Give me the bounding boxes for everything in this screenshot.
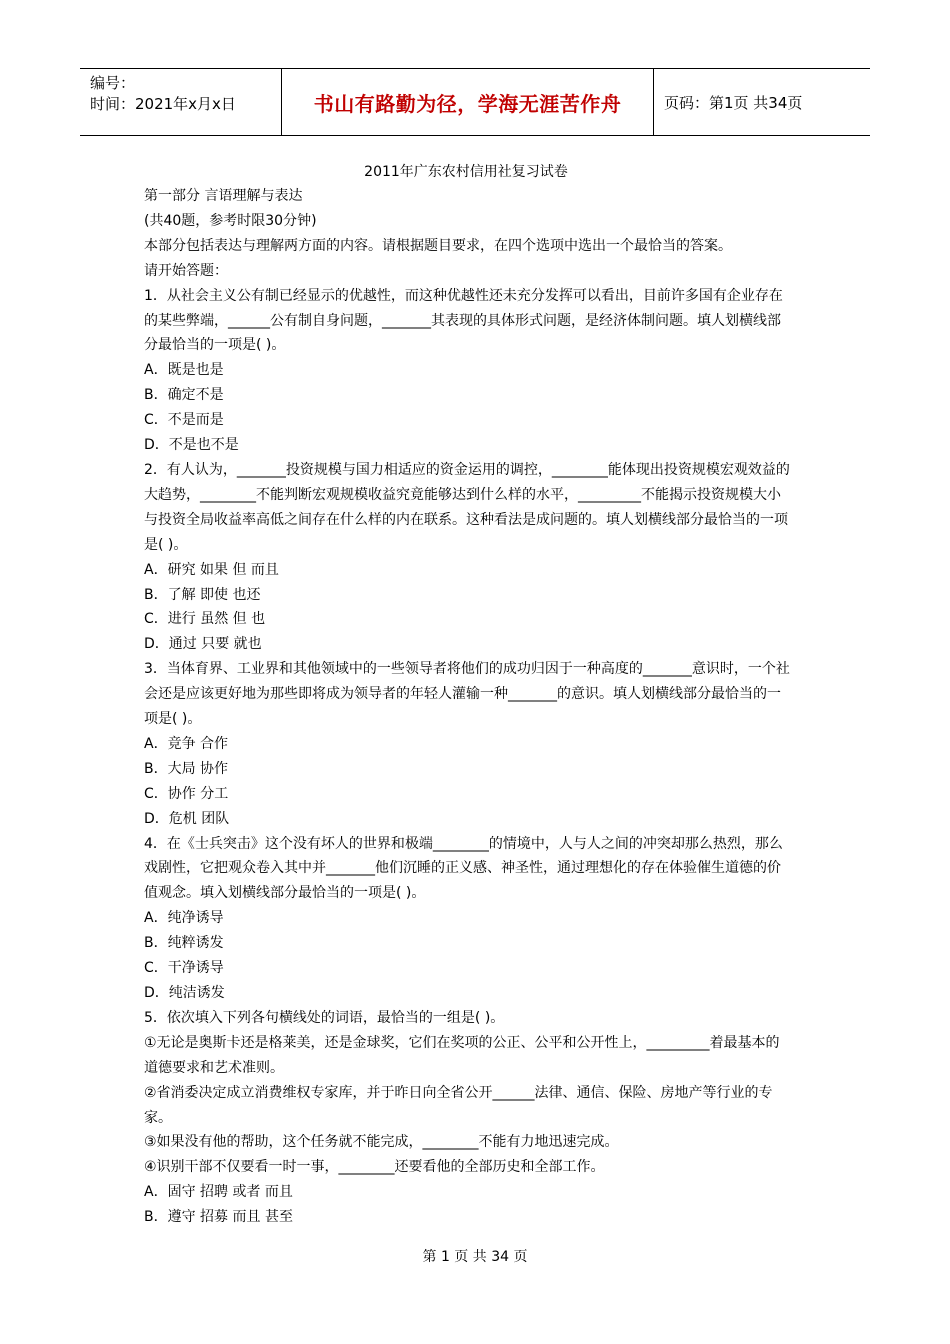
- text-line: 请开始答题：: [144, 262, 228, 279]
- text-line: 值观念。填入划横线部分最恰当的一项是( )。: [144, 885, 426, 902]
- text-line: A．纯净诱导: [144, 910, 224, 927]
- text-line: 的某些弊端，______公有制自身问题，_______其表现的具体形式问题，是经济体制问题。填人划横线部: [144, 312, 781, 329]
- text-line: ②省消委决定成立消费维权专家库，并于昨日向全省公开______法律、通信、保险、房地产等行业的专: [144, 1084, 773, 1101]
- text-line: D．危机 团队: [144, 810, 230, 827]
- text-line: 2．有人认为，_______投资规模与国力相适应的资金运用的调控，________能体现出投资规模宏观效益的: [144, 461, 790, 478]
- text-line: C．协作 分工: [144, 785, 229, 802]
- text-line: A．固守 招聘 或者 而且: [144, 1184, 293, 1201]
- text-line: 是( )。: [144, 536, 188, 553]
- text-line: A．竞争 合作: [144, 735, 229, 752]
- header-motto-cell: [282, 69, 654, 135]
- document-body: [144, 160, 808, 1230]
- text-line: 会还是应该更好地为那些即将成为领导者的年轻人灌输一种_______的意识。填人划横线部分最恰当的一: [144, 686, 781, 703]
- document-title: 2011年广东农村信用社复习试卷: [364, 164, 568, 180]
- text-line: 大趋势，________不能判断宏观规模收益究竟能够达到什么样的水平，_________不能揭示投资规模大小: [144, 486, 781, 503]
- text-line: 道德要求和艺术准则。: [144, 1059, 284, 1076]
- text-line: B．了解 即使 也还: [144, 586, 261, 603]
- number-label: 编号：: [90, 74, 136, 92]
- text-line: D．通过 只要 就也: [144, 636, 262, 653]
- page-footer: 第 1 页 共 34 页: [422, 1249, 528, 1265]
- header-page-cell: [654, 69, 870, 135]
- text-line: C．进行 虽然 但 也: [144, 611, 266, 628]
- text-line: 3．当体育界、工业界和其他领域中的一些领导者将他们的成功归因于一种高度的_______意识时，一个社: [144, 661, 790, 678]
- text-line: 项是( )。: [144, 711, 202, 728]
- page-header: [80, 68, 870, 136]
- text-line: 4．在《士兵突击》这个没有坏人的世界和极端________的情境中，人与人之间的冲突却那么热烈，那么: [144, 835, 783, 852]
- text-line: C．干净诱导: [144, 960, 224, 977]
- text-line: ④识别干部不仅要看一时一事，________还要看他的全部历史和全部工作。: [144, 1159, 605, 1176]
- text-line: B．确定不是: [144, 387, 224, 404]
- text-line: D．不是也不是: [144, 437, 239, 454]
- text-line: 1．从社会主义公有制已经显示的优越性，而这种优越性还未充分发挥可以看出，目前许多国有企业存在: [144, 287, 783, 304]
- motto-text: 书山有路勤为径，学海无涯苦作舟: [313, 91, 622, 116]
- text-line: D．纯洁诱发: [144, 985, 225, 1001]
- text-line: (共40题，参考时限30分钟): [144, 212, 317, 229]
- text-line: A．既是也是: [144, 362, 224, 379]
- text-line: A．研究 如果 但 而且: [144, 561, 279, 578]
- text-line: B．大局 协作: [144, 760, 229, 777]
- text-line: 家。: [144, 1109, 172, 1126]
- text-line: 戏剧性，它把观众卷入其中并_______他们沉睡的正义感、神圣性，通过理想化的存在体验催生道德的价: [144, 860, 781, 877]
- text-line: B．纯粹诱发: [144, 935, 224, 952]
- text-line: B．遵守 招募 而且 甚至: [144, 1209, 293, 1226]
- text-line: 分最恰当的一项是( )。: [144, 337, 286, 354]
- question-text: [144, 184, 808, 1230]
- text-line: 5．依次填入下列各句横线处的词语，最恰当的一组是( )。: [144, 1009, 505, 1026]
- date-label: 时间：2021年x月x日: [90, 95, 236, 113]
- text-line: 第一部分 言语理解与表达: [144, 188, 303, 204]
- text-line: 与投资全局收益率高低之间存在什么样的内在联系。这种看法是成问题的。填人划横线部分最恰当的一项: [144, 511, 788, 528]
- header-meta: [80, 69, 282, 135]
- page-info: 页码：第1页 共34页: [664, 93, 803, 112]
- text-line: ①无论是奥斯卡还是格莱美，还是金球奖，它们在奖项的公正、公平和公开性上，_________着最基本的: [144, 1034, 780, 1051]
- text-line: ③如果没有他的帮助，这个任务就不能完成，________不能有力地迅速完成。: [144, 1134, 619, 1151]
- text-line: C．不是而是: [144, 412, 224, 429]
- text-line: 本部分包括表达与理解两方面的内容。请根据题目要求，在四个选项中选出一个最恰当的答案。: [144, 237, 732, 254]
